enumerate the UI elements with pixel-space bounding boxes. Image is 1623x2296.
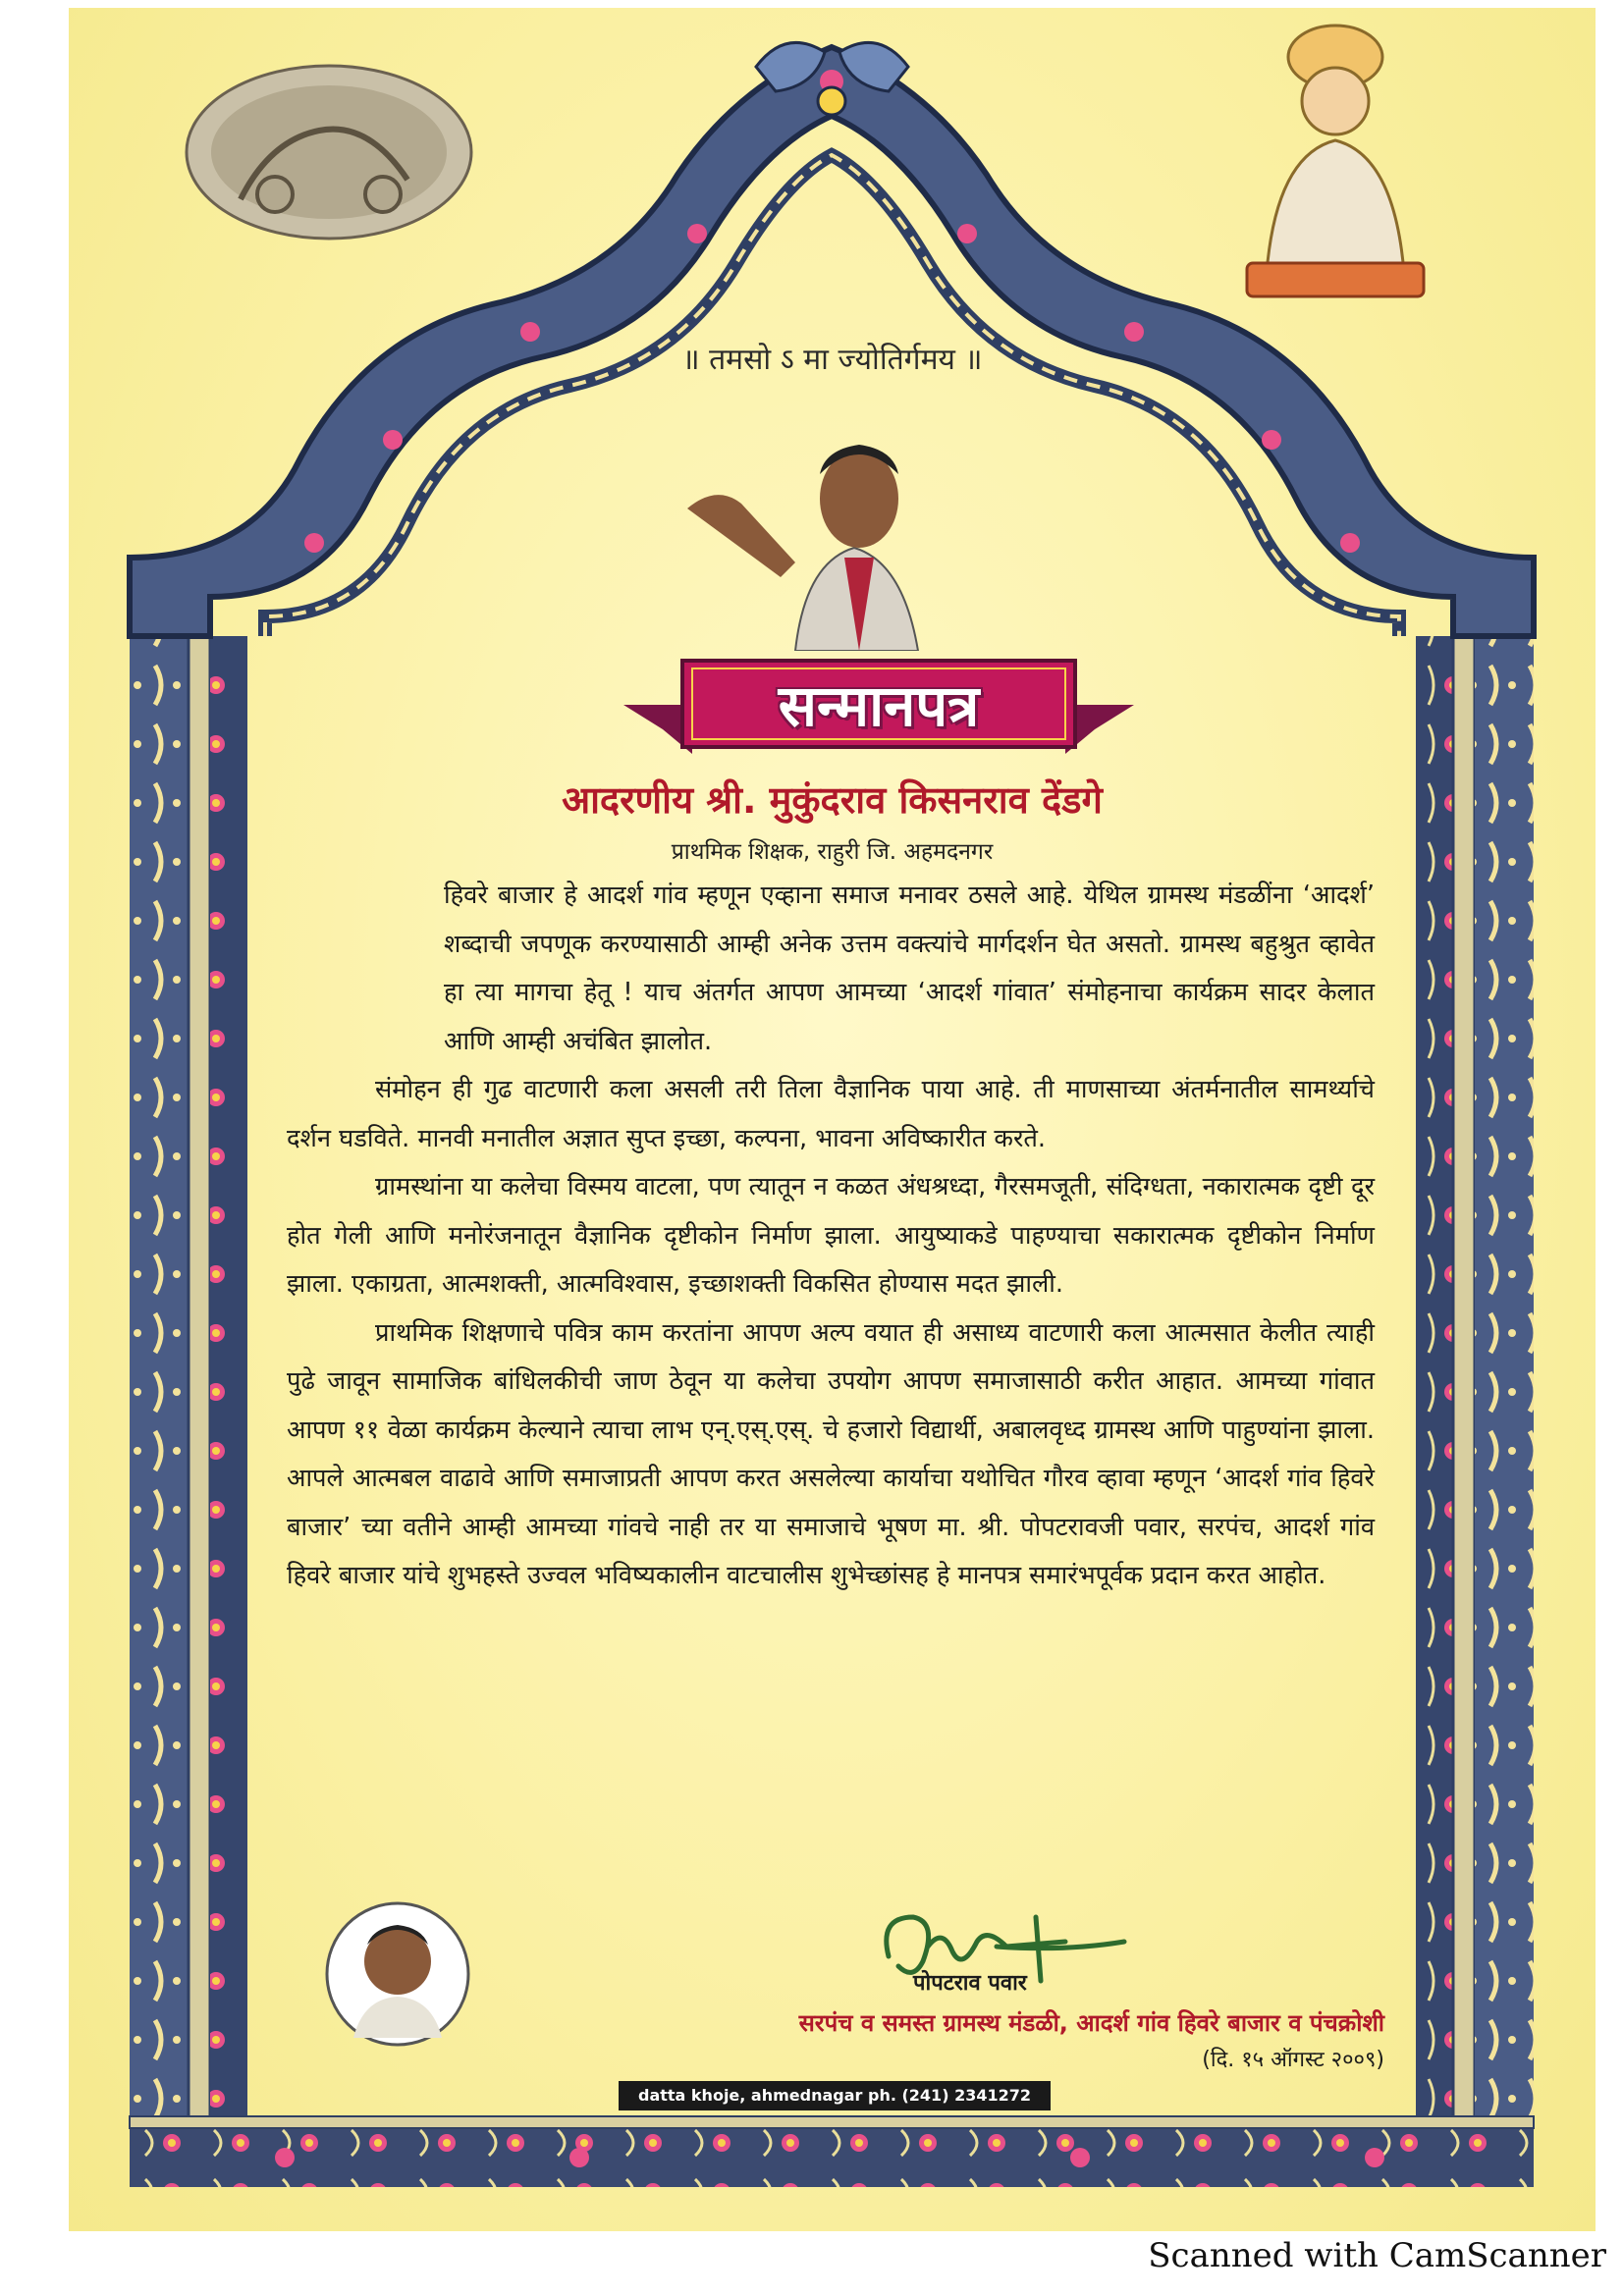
honoree-name: आदरणीय श्री. मुकुंदराव किसनराव देंडगे xyxy=(562,778,1103,822)
scanner-watermark: Scanned with CamScanner xyxy=(1148,2236,1606,2275)
body-paragraph: प्राथमिक शिक्षणाचे पवित्र काम करतांना आपण अल्प वयात ही असाध्य वाटणारी कला आत्मसात केलीत त्याही पुढे जावून सामाजिक बांधिलकीची जाण ठेवून या कलेचा उपयोग आपण समाजासाठी करीत आहात. आमच्या गांवात आपण ११ वेळा कार्यक्रम केल्याने त्याचा लाभ एन्.एस्.एस्. चे हजारो विद्यार्थी, अबालवृध्द ग्रामस्थ आणि पाहुण्यांना झाला. आपले आत्मबल वाढावे आणि समाजाप्रती आपण करत असलेल्या कार्याचा यथोचित गौरव व्हावा म्हणून ‘आदर्श गांव हिवरे बाजार’ च्या वतीने आम्ही आमच्या गांवचे नाही तर या समाजाचे भूषण मा. श्री. पोपटरावजी पवार, सरपंच, आदर्श गांव हिवरे बाजार यांचे शुभहस्ते उज्वल भविष्यकालीन वाटचालीस शुभेच्छांसह हे मानपत्र समारंभपूर्वक प्रदान करत आहोत. xyxy=(287,1317,1375,1590)
body-paragraph: हिवरे बाजार हे आदर्श गांव म्हणून एव्हाना समाज मनावर ठसले आहे. येथिल ग्रामस्थ मंडळींना ‘आदर्श’ शब्दाची जपणूक करण्यासाठी आम्ही अनेक उत्तम वक्त्यांचे मार्गदर्शन घेत असतो. ग्रामस्थ बहुश्रुत व्हावेत हा त्या मागचा हेतू ! याच अंतर्गत आपण आमच्या ‘आदर्श गांवात’ संमोहनाचा कार्यक्रम सादर केलात आणि आम्ही अचंबित झालोत. xyxy=(444,881,1375,1056)
press-credit: datta khoje, ahmednagar ph. (241) 2341272 xyxy=(619,2081,1051,2110)
honoree-designation: प्राथमिक शिक्षक, राहुरी जि. अहमदनगर xyxy=(671,839,994,865)
body-paragraph: ग्रामस्थांना या कलेचा विस्मय वाटला, पण त्यातून न कळत अंधश्रध्दा, गैरसमजूती, संदिग्धता, नकारात्मक दृष्टी दूर होत गेली आणि मनोरंजनातून वैज्ञानिक दृष्टीकोन निर्माण झाला. आयुष्याकडे पाहण्याचा सकारात्मक दृष्टीकोन निर्माण झाला. एकाग्रता, आत्मशक्ती, आत्मविश्वास, इच्छाशक्ती विकसित होण्यास मदत झाली. xyxy=(287,1172,1375,1299)
certificate-heading: सन्मानपत्र xyxy=(778,672,980,739)
certificate-date: (दि. १५ ऑगस्ट २००९) xyxy=(1202,2048,1384,2072)
certificate-sheet xyxy=(69,8,1596,2231)
bottom-border-band xyxy=(130,2128,1534,2187)
saint-illustration xyxy=(1217,18,1453,302)
body-paragraph: संमोहन ही गुढ वाटणारी कला असली तरी तिला वैज्ञानिक पाया आहे. ती माणसाच्या अंतर्मनातील सामर्थ्याचे दर्शन घडविते. मानवी मनातील अज्ञात सुप्त इच्छा, कल्पना, भावना अविष्कारीत करते. xyxy=(287,1075,1375,1153)
heading-ribbon xyxy=(623,651,1134,769)
chariot-illustration xyxy=(182,62,476,243)
honoree-portrait xyxy=(648,415,1041,651)
signer-name: पोपटराव पवार xyxy=(913,1971,1027,1996)
motto: ॥ तमसो ऽ मा ज्योतिर्गमय ॥ xyxy=(681,343,983,377)
certificate-body xyxy=(287,872,1375,1601)
signer-title: सरपंच व समस्त ग्रामस्थ मंडळी, आदर्श गांव हिवरे बाजार व पंचक्रोशी xyxy=(798,2009,1384,2037)
signer-photo xyxy=(324,1900,471,2048)
